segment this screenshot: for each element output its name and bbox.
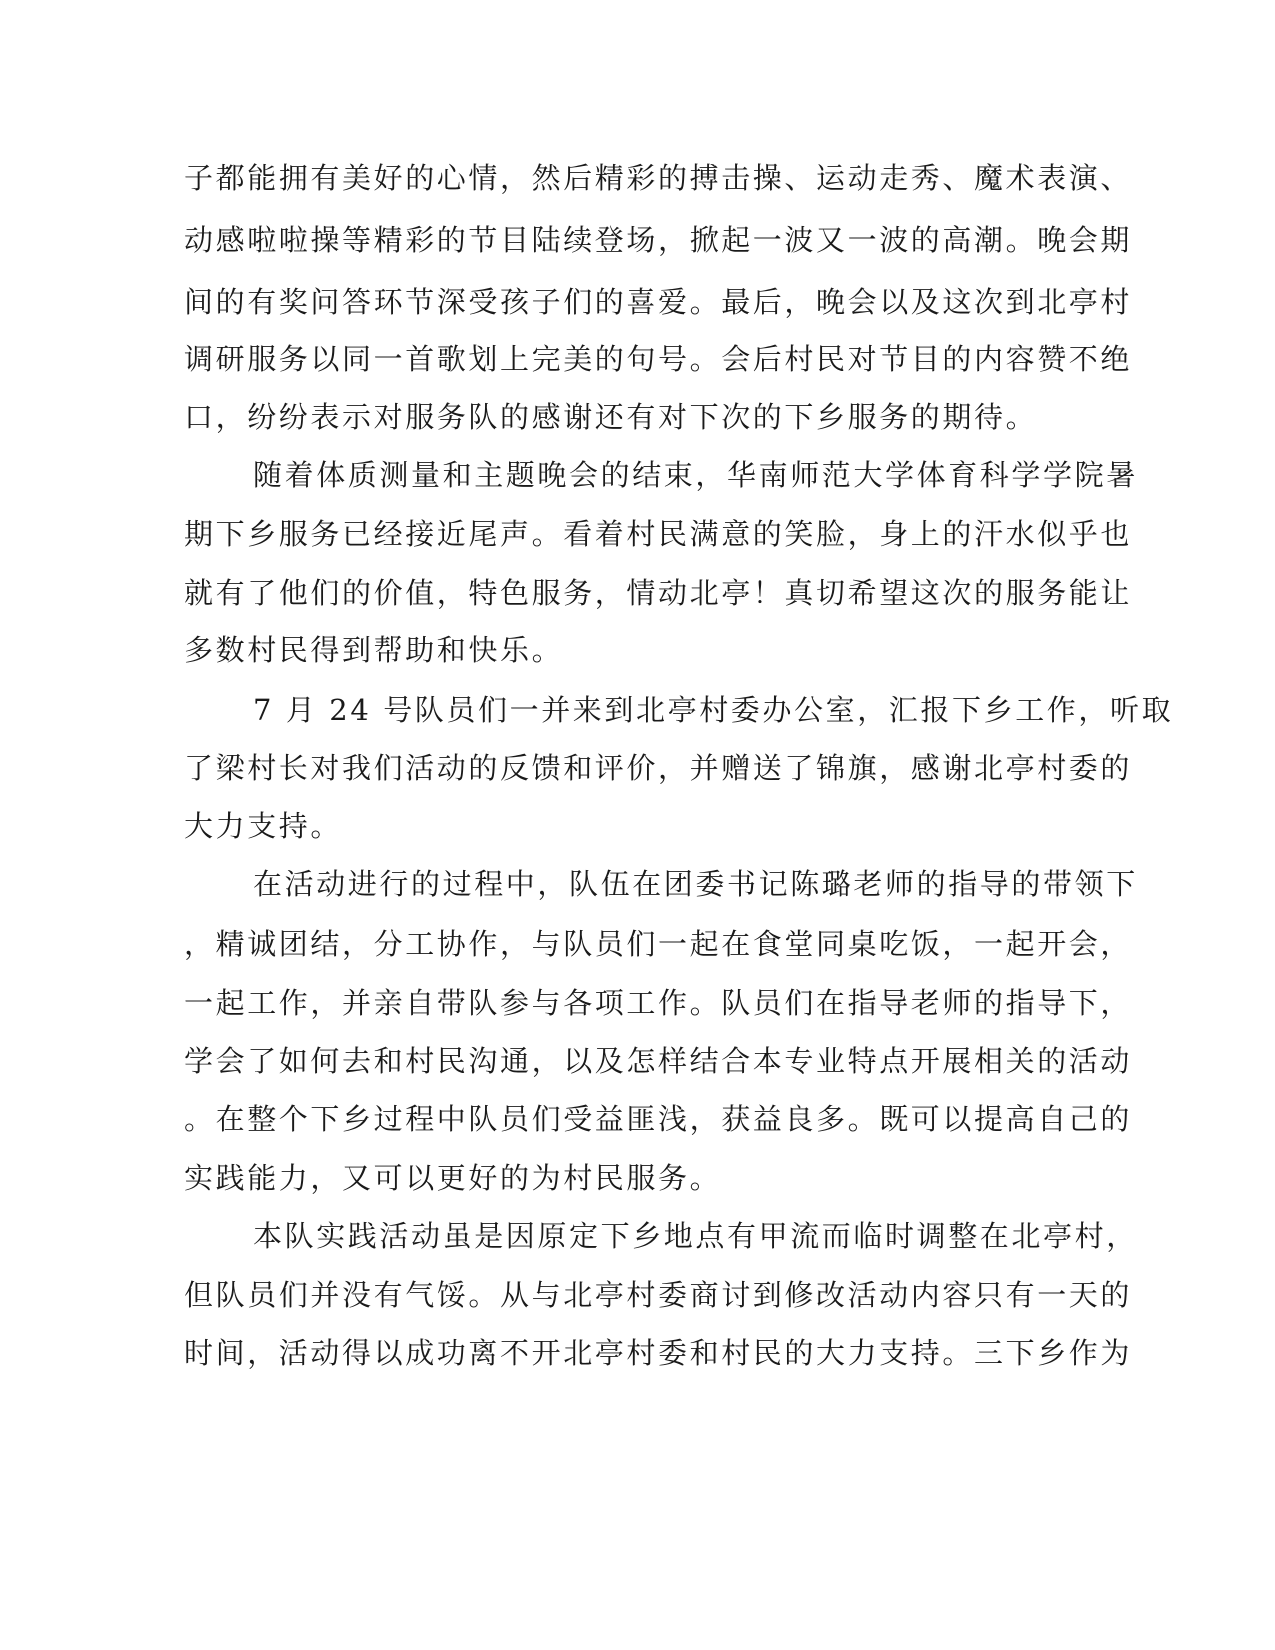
paragraph-4-line-2: ，精诚团结，分工协作，与队员们一起在食堂同桌吃饭，一起开会， xyxy=(184,927,1133,961)
paragraph-2-line-2: 期下乡服务已经接近尾声。看着村民满意的笑脸，身上的汗水似乎也 xyxy=(184,517,1133,551)
paragraph-1-line-2: 动感啦啦操等精彩的节目陆续登场，掀起一波又一波的高潮。晚会期 xyxy=(184,223,1133,257)
paragraph-5-line-1: 本队实践活动虽是因原定下乡地点有甲流而临时调整在北亭村， xyxy=(253,1219,1138,1253)
paragraph-4-line-6: 实践能力，又可以更好的为村民服务。 xyxy=(184,1161,722,1195)
paragraph-1-line-5: 口，纷纷表示对服务队的感谢还有对下次的下乡服务的期待。 xyxy=(184,400,1038,434)
paragraph-4-line-4: 学会了如何去和村民沟通，以及怎样结合本专业特点开展相关的活动 xyxy=(184,1044,1133,1078)
paragraph-4-line-3: 一起工作，并亲自带队参与各项工作。队员们在指导老师的指导下， xyxy=(184,986,1133,1020)
paragraph-1-line-4: 调研服务以同一首歌划上完美的句号。会后村民对节目的内容赞不绝 xyxy=(184,342,1133,376)
paragraph-2-line-3: 就有了他们的价值，特色服务，情动北亭！真切希望这次的服务能让 xyxy=(184,576,1133,610)
paragraph-1-line-3: 间的有奖问答环节深受孩子们的喜爱。最后，晚会以及这次到北亭村 xyxy=(184,285,1133,319)
paragraph-2-line-1: 随着体质测量和主题晚会的结束，华南师范大学体育科学学院暑 xyxy=(253,458,1138,492)
paragraph-4-line-1: 在活动进行的过程中，队伍在团委书记陈璐老师的指导的带领下 xyxy=(253,867,1138,901)
paragraph-5-line-2: 但队员们并没有气馁。从与北亭村委商讨到修改活动内容只有一天的 xyxy=(184,1278,1133,1312)
paragraph-3-line-1: 7 月 24 号队员们一并来到北亭村委办公室，汇报下乡工作，听取 xyxy=(253,693,1174,727)
paragraph-1-line-1: 子都能拥有美好的心情，然后精彩的搏击操、运动走秀、魔术表演、 xyxy=(184,161,1133,195)
paragraph-4-line-5: 。在整个下乡过程中队员们受益匪浅，获益良多。既可以提高自己的 xyxy=(184,1102,1133,1136)
paragraph-5-line-3: 时间，活动得以成功离不开北亭村委和村民的大力支持。三下乡作为 xyxy=(184,1336,1133,1370)
paragraph-3-line-2: 了梁村长对我们活动的反馈和评价，并赠送了锦旗，感谢北亭村委的 xyxy=(184,751,1133,785)
paragraph-2-line-4: 多数村民得到帮助和快乐。 xyxy=(184,633,564,667)
paragraph-3-line-3: 大力支持。 xyxy=(184,809,343,843)
